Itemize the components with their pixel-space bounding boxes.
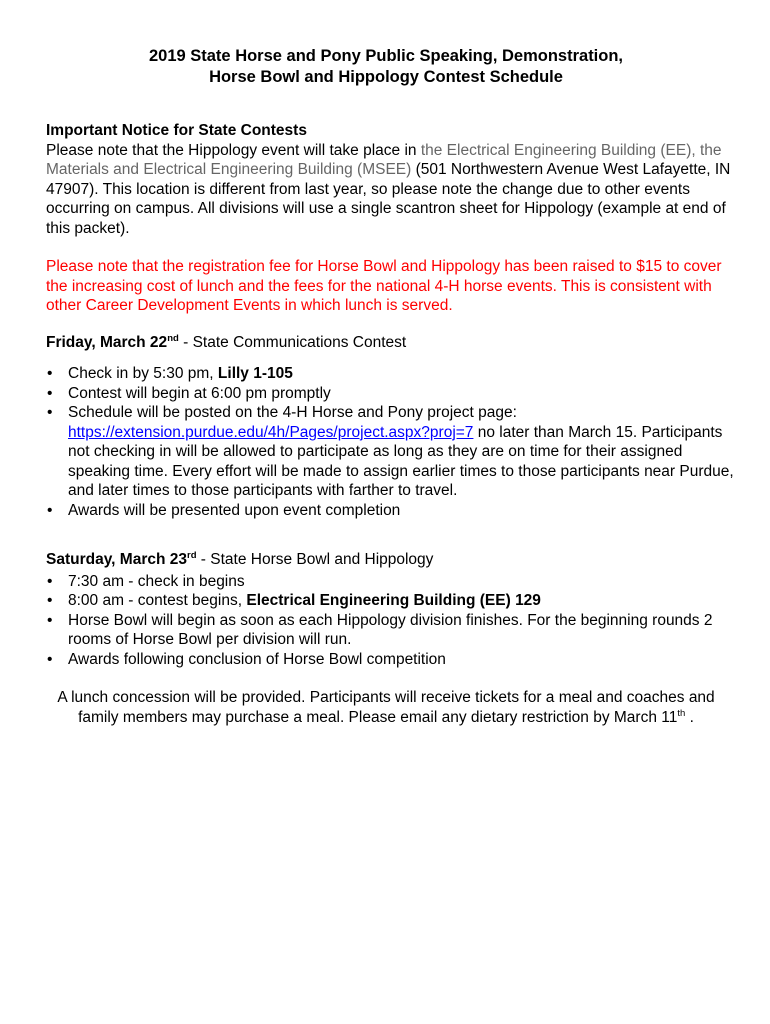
list-item bbox=[46, 591, 736, 611]
bullet-icon: • bbox=[47, 365, 53, 382]
bullet-icon: • bbox=[47, 404, 53, 421]
title-line-1: 2019 State Horse and Pony Public Speaking, Demonstration, bbox=[148, 47, 624, 65]
saturday-section bbox=[46, 550, 736, 669]
list-item bbox=[46, 403, 736, 501]
list-item bbox=[46, 611, 736, 650]
bullet-icon: • bbox=[47, 384, 53, 402]
saturday-label bbox=[46, 551, 197, 568]
fee-notice: Please note that the registration fee for Horse Bowl and Hippology has been raised to $15 to cover the increasing cost of lunch and the fees for the national 4-H horse events. This is consistent with other Career Development Events in which lunch is served. bbox=[46, 258, 722, 314]
list-item-text-after: no later than March 15. Participants not checking in will be allowed to participate as long as they are on time for their assigned speaking time. Every effort will be made to assign earlier times to those participants near Purdue, and later times to those participants with farther to travel. bbox=[68, 423, 734, 499]
title-line-2: Horse Bowl and Hippology Contest Schedule bbox=[209, 68, 563, 86]
list-item-text: Schedule will be posted on the 4-H Horse and Pony project page: bbox=[68, 404, 517, 421]
lunch-sup: th bbox=[677, 707, 686, 719]
saturday-event: - State Horse Bowl and Hippology bbox=[196, 551, 434, 568]
friday-list bbox=[46, 364, 736, 520]
notice-rest: (501 Northwestern Avenue West Lafayette, IN 47907). This location is different from last year, so please note the change due to other events occurring on campus. All divisions will use a single scantron sheet for Hippology (example at end of this packet). bbox=[46, 161, 731, 237]
saturday-list bbox=[46, 572, 736, 670]
bullet-icon: • bbox=[47, 650, 53, 668]
list-item-text: Contest will begin at 6:00 pm promptly bbox=[68, 384, 331, 402]
list-item-text: Horse Bowl will begin as soon as each Hippology division finishes. For the beginning rounds 2 rooms of Horse Bowl per division will run. bbox=[68, 611, 713, 648]
friday-label-text: Friday, March 22 bbox=[46, 333, 168, 351]
list-item-text: Awards will be presented upon event completion bbox=[68, 501, 401, 519]
saturday-label-text: Saturday, March 23 bbox=[46, 551, 187, 568]
notice-location: the Electrical Engineering Building (EE), the Materials and Electrical Engineering Building (MSEE) bbox=[46, 141, 722, 178]
friday-label bbox=[46, 334, 179, 351]
checkin-location: Lilly 1-105 bbox=[217, 365, 293, 382]
important-notice-section bbox=[46, 121, 736, 316]
notice-paragraph bbox=[46, 141, 736, 239]
list-item-text: Awards following conclusion of Horse Bowl competition bbox=[68, 650, 446, 668]
lunch-paragraph bbox=[46, 688, 726, 727]
document-page bbox=[46, 0, 736, 727]
bullet-icon: • bbox=[47, 611, 53, 629]
friday-event: - State Communications Contest bbox=[178, 333, 407, 351]
list-item bbox=[46, 384, 736, 404]
lunch-text: A lunch concession will be provided. Participants will receive tickets for a meal and coaches and family members may purchase a meal. Please email any dietary restriction by March 11 bbox=[57, 689, 715, 726]
list-item-text: 7:30 am - check in begins bbox=[68, 572, 245, 590]
saturday-label-sup: rd bbox=[187, 550, 197, 561]
friday-section bbox=[46, 333, 736, 521]
bullet-icon: • bbox=[47, 501, 53, 519]
list-item-text: Check in by 5:30 pm, bbox=[68, 365, 218, 382]
friday-label-sup: nd bbox=[167, 332, 179, 344]
notice-intro: Please note that the Hippology event will take place in bbox=[46, 141, 421, 159]
friday-heading bbox=[46, 333, 736, 353]
contest-location: Electrical Engineering Building (EE) 129 bbox=[246, 592, 541, 609]
list-item bbox=[46, 650, 736, 670]
list-item-text: 8:00 am - contest begins, bbox=[68, 592, 247, 609]
list-item bbox=[46, 364, 736, 384]
list-item bbox=[46, 501, 736, 521]
list-item bbox=[46, 572, 736, 592]
notice-heading: Important Notice for State Contests bbox=[46, 122, 307, 139]
document-title bbox=[46, 46, 726, 88]
bullet-icon: • bbox=[47, 592, 53, 609]
bullet-icon: • bbox=[47, 572, 53, 590]
saturday-heading bbox=[46, 550, 736, 570]
project-page-link[interactable]: https://extension.purdue.edu/4h/Pages/project.aspx?proj=7 bbox=[68, 423, 474, 441]
lunch-end: . bbox=[685, 708, 694, 726]
